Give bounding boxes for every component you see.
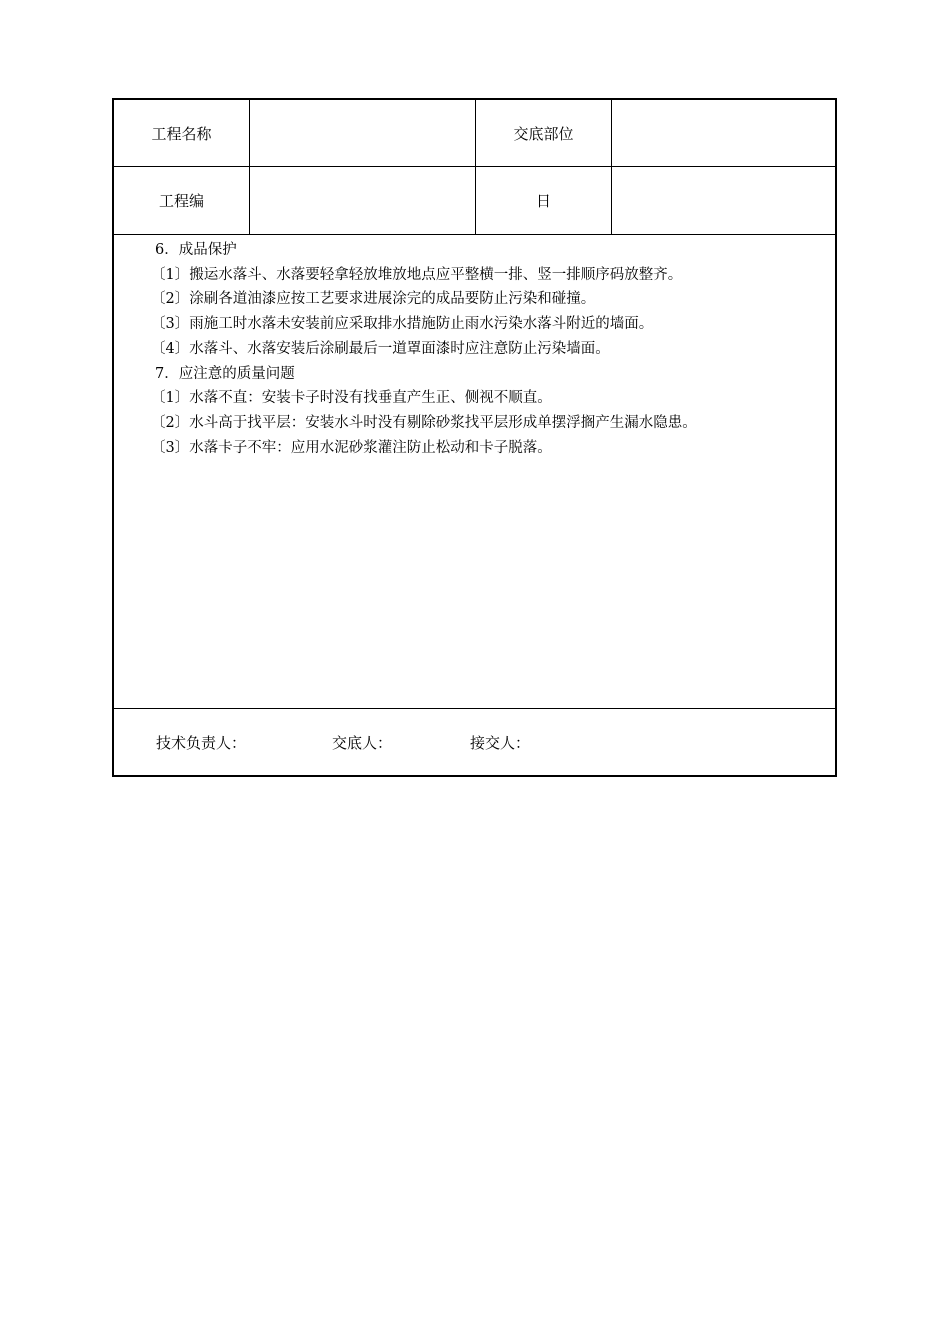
header-row-1 <box>114 100 835 167</box>
list-item: 〔2〕水斗高于找平层：安装水斗时没有剔除砂浆找平层形成单摆浮搁产生漏水隐患。 <box>151 414 697 431</box>
receiver-signature-label: 接交人： <box>470 733 531 752</box>
project-name-label: 工程名称 <box>114 100 250 166</box>
section-heading-product-protection: 6．成品保护 <box>155 242 237 258</box>
signature-row <box>114 709 835 775</box>
section-heading-quality-issues: 7．应注意的质量问题 <box>155 365 295 382</box>
tech-lead-signature-label: 技术负责人： <box>156 733 247 752</box>
list-item: 〔3〕雨施工时水落未安装前应采取排水措施防止雨水污染水落斗附近的墙面。 <box>151 316 654 333</box>
header-row-2 <box>114 167 835 235</box>
presenter-signature-label: 交底人： <box>332 733 393 752</box>
list-item: 〔1〕水落不直：安装卡子时没有找垂直产生正、侧视不顺直。 <box>151 390 552 407</box>
handover-part-label: 交底部位 <box>476 100 612 166</box>
date-label: 日 <box>476 167 612 234</box>
list-item: 〔1〕搬运水落斗、水落要轻拿轻放堆放地点应平整横一排、竖一排顺序码放整齐。 <box>151 266 683 283</box>
handover-part-field[interactable] <box>612 100 835 166</box>
list-item: 〔3〕水落卡子不牢：应用水泥砂浆灌注防止松动和卡子脱落。 <box>151 439 552 456</box>
technical-handover-form <box>112 98 837 777</box>
list-item: 〔2〕涂刷各道油漆应按工艺要求进展涂完的成品要防止污染和碰撞。 <box>151 291 596 308</box>
project-name-field[interactable] <box>250 100 476 166</box>
date-field[interactable] <box>612 167 835 234</box>
project-code-label: 工程编 <box>114 167 250 234</box>
handover-content <box>114 235 835 709</box>
project-code-field[interactable] <box>250 167 476 234</box>
list-item: 〔4〕水落斗、水落安装后涂刷最后一道罩面漆时应注意防止污染墙面。 <box>151 340 610 357</box>
